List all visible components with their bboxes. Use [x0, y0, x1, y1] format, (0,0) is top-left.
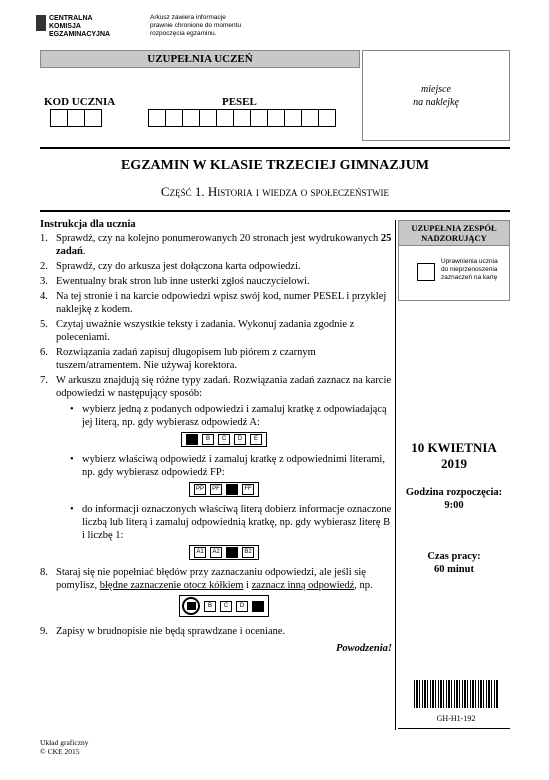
- instructions-heading: Instrukcja dla ucznia: [40, 219, 136, 230]
- sticker-line-1: miejsce: [421, 83, 451, 95]
- pesel-cell[interactable]: [233, 109, 251, 127]
- footer: [40, 738, 89, 756]
- instruction-4: [40, 290, 392, 316]
- answer-box-filled: A: [187, 602, 196, 610]
- instruction-number: 7.: [40, 375, 48, 386]
- answer-box: D: [236, 601, 248, 612]
- supervisor-header: UZUPEŁNIA ZESPÓŁ NADZORUJĄCY: [398, 220, 510, 246]
- instruction-number: 1.: [40, 233, 48, 244]
- instruction-text: Czytaj uważnie wszystkie teksty i zadania. Wykonuj zadania zgodnie z poleceniami.: [56, 319, 355, 343]
- pesel-cell[interactable]: [267, 109, 285, 127]
- instruction-underline: błędne zaznaczenie otocz kółkiem: [99, 580, 244, 591]
- instruction-text: Zapisy w brudnopisie nie będą sprawdzane i oceniane.: [56, 626, 286, 637]
- duration-label: Czas pracy:: [427, 551, 481, 562]
- instruction-7: [40, 374, 392, 560]
- instruction-text: Sprawdź, czy na kolejno ponumerowanych 20 stronach jest wydrukowanych: [56, 233, 381, 244]
- instruction-text: i: [243, 580, 252, 591]
- instruction-number: 9.: [40, 626, 48, 637]
- bottom-rule: [398, 728, 510, 729]
- pesel-field[interactable]: [148, 109, 335, 127]
- instruction-3: [40, 275, 392, 288]
- answer-box: A2: [210, 547, 222, 558]
- duration: [398, 550, 510, 576]
- start-time-value: 9:00: [444, 500, 464, 511]
- answer-box-filled: E: [252, 601, 264, 612]
- answer-box: C: [218, 434, 230, 445]
- exam-date: [398, 440, 510, 472]
- notice-line-1: Arkusz zawiera informacje: [150, 14, 226, 21]
- student-fill-header: UZUPEŁNIA UCZEŃ: [40, 50, 360, 68]
- instruction-text: Sprawdź, czy do arkusza jest dołączona karta odpowiedzi.: [56, 261, 301, 272]
- logo-line-2: KOMISJA: [49, 23, 81, 30]
- answer-box: B: [204, 601, 216, 612]
- answer-box: E: [250, 434, 262, 445]
- pesel-cell[interactable]: [284, 109, 302, 127]
- logo-line-1: CENTRALNA: [49, 15, 93, 22]
- instruction-text: Staraj się nie popełniać błędów przy zaznaczaniu odpowiedzi, ale jeśli się pomylisz,: [56, 567, 366, 591]
- pesel-cell[interactable]: [199, 109, 217, 127]
- exam-code: GH-H1-192: [436, 714, 476, 723]
- instruction-2: [40, 260, 392, 273]
- bullet-text: wybierz jedną z podanych odpowiedzi i zamaluj kratkę z odpowiadającą jej literą, np. gdy wybierasz odpowiedź A:: [82, 404, 387, 428]
- answer-box: B2: [242, 547, 254, 558]
- sticker-line-2: na naklejkę: [413, 96, 459, 108]
- pesel-cell[interactable]: [216, 109, 234, 127]
- legal-notice: [150, 14, 260, 38]
- bullet-single-choice: [56, 403, 392, 429]
- answer-box: FF: [242, 484, 254, 495]
- code-cell[interactable]: [67, 109, 85, 127]
- instruction-number: 4.: [40, 291, 48, 302]
- barcode-icon: [414, 680, 498, 708]
- answer-box: C: [220, 601, 232, 612]
- instruction-text: W arkuszu znajdują się różne typy zadań. Rozwiązania zadań zaznacz na karcie odpowiedzi w następujący sposób:: [56, 375, 392, 399]
- instruction-bold: 25 zadań: [56, 233, 392, 257]
- instruction-underline: zaznacz inną odpowiedź: [251, 580, 355, 591]
- bullet-matching: [56, 503, 392, 542]
- start-time-label: Godzina rozpoczęcia:: [405, 487, 503, 498]
- exam-subtitle: Część 1. Historia i wiedza o społeczeństwie: [160, 184, 390, 199]
- answer-box: PF: [210, 484, 222, 495]
- example-correction: [56, 595, 392, 617]
- example-single-choice: [56, 432, 392, 447]
- title-divider: [40, 210, 510, 212]
- permission-line-2: do nieprzenoszenia: [441, 266, 498, 273]
- footer-line-1: Układ graficzny: [40, 738, 89, 747]
- cke-logo-icon: [36, 15, 46, 31]
- instruction-text: Na tej stronie i na karcie odpowiedzi wpisz swój kod, numer PESEL i przyklej naklejkę z kodem.: [56, 291, 387, 315]
- instruction-number: 8.: [40, 567, 48, 578]
- example-true-false: [56, 482, 392, 497]
- instruction-6: [40, 346, 392, 372]
- supervisor-box: [398, 246, 510, 301]
- pesel-cell[interactable]: [250, 109, 268, 127]
- pesel-cell[interactable]: [318, 109, 336, 127]
- instruction-8: [40, 566, 392, 617]
- bullet-true-false: [56, 453, 392, 479]
- duration-value: 60 minut: [434, 564, 474, 575]
- instruction-number: 5.: [40, 319, 48, 330]
- instruction-5: [40, 318, 392, 344]
- code-cell[interactable]: [84, 109, 102, 127]
- pesel-cell[interactable]: [301, 109, 319, 127]
- exam-date-day: 10 KWIETNIA: [411, 440, 497, 455]
- permission-label: [441, 258, 498, 282]
- answer-row: [189, 545, 259, 560]
- instruction-number: 3.: [40, 276, 48, 287]
- answer-box-filled: B1: [226, 547, 238, 558]
- circled-wrong-answer: [182, 597, 200, 615]
- exam-title: EGZAMIN W KLASIE TRZECIEJ GIMNAZJUM: [120, 158, 430, 173]
- student-code-label: KOD UCZNIA: [44, 96, 116, 108]
- top-divider: [40, 147, 510, 149]
- answer-box: D: [234, 434, 246, 445]
- answer-box-filled: A: [186, 434, 198, 445]
- instruction-number: 6.: [40, 347, 48, 358]
- notice-line-2: prawnie chronione do momentu: [150, 22, 242, 29]
- code-cell[interactable]: [50, 109, 68, 127]
- permission-line-1: Uprawnienia ucznia: [441, 258, 498, 265]
- answer-row: [189, 482, 259, 497]
- permission-checkbox[interactable]: [417, 263, 435, 281]
- footer-line-2: © CKE 2015: [40, 747, 80, 756]
- column-divider: [395, 220, 396, 730]
- instruction-1: 1. Sprawdź, czy na kolejno ponumerowanych 20 stronach jest wydrukowanych 25 zadań.: [40, 233, 392, 257]
- pesel-cell[interactable]: [182, 109, 200, 127]
- answer-box: A1: [194, 547, 206, 558]
- instruction-text: Rozwiązania zadań zapisuj długopisem lub piórem z czarnym tuszem/atramentem. Nie używaj korektora.: [56, 347, 316, 371]
- instruction-text: , np.: [354, 580, 373, 591]
- instruction-number: 2.: [40, 261, 48, 272]
- instructions: [40, 218, 392, 655]
- sticker-area[interactable]: [362, 50, 510, 141]
- pesel-cell[interactable]: [165, 109, 183, 127]
- supervisor-panel: [398, 220, 510, 301]
- good-luck: Powodzenia!: [335, 643, 392, 654]
- example-matching: [56, 545, 392, 560]
- logo-line-3: EGZAMINACYJNA: [49, 31, 111, 38]
- bullet-text: do informacji oznaczonych właściwą literą dobierz informacje oznaczone liczbą lub literą i zamaluj odpowiednią kratkę, np. gdy wybierasz literę B i liczbę 1:: [82, 504, 392, 541]
- pesel-cell[interactable]: [148, 109, 166, 127]
- answer-row: [181, 432, 267, 447]
- student-code-field[interactable]: [50, 109, 101, 127]
- answer-box: B: [202, 434, 214, 445]
- exam-date-year: 2019: [441, 456, 467, 471]
- notice-line-3: rozpoczęcia egzaminu.: [150, 30, 217, 37]
- pesel-label: PESEL: [222, 96, 257, 108]
- permission-line-3: zaznaczeń na kartę: [441, 274, 498, 281]
- answer-box-filled: FP: [226, 484, 238, 495]
- answer-row: [179, 595, 269, 617]
- cke-logo-text: [49, 15, 110, 39]
- answer-box: PP: [194, 484, 206, 495]
- start-time: [398, 486, 510, 512]
- bullet-text: wybierz właściwą odpowiedź i zamaluj kratkę z odpowiednimi literami, np. gdy wybierasz odpowiedź FP:: [82, 454, 385, 478]
- instruction-9: [40, 625, 392, 638]
- instruction-text: Ewentualny brak stron lub inne usterki zgłoś nauczycielowi.: [56, 276, 310, 287]
